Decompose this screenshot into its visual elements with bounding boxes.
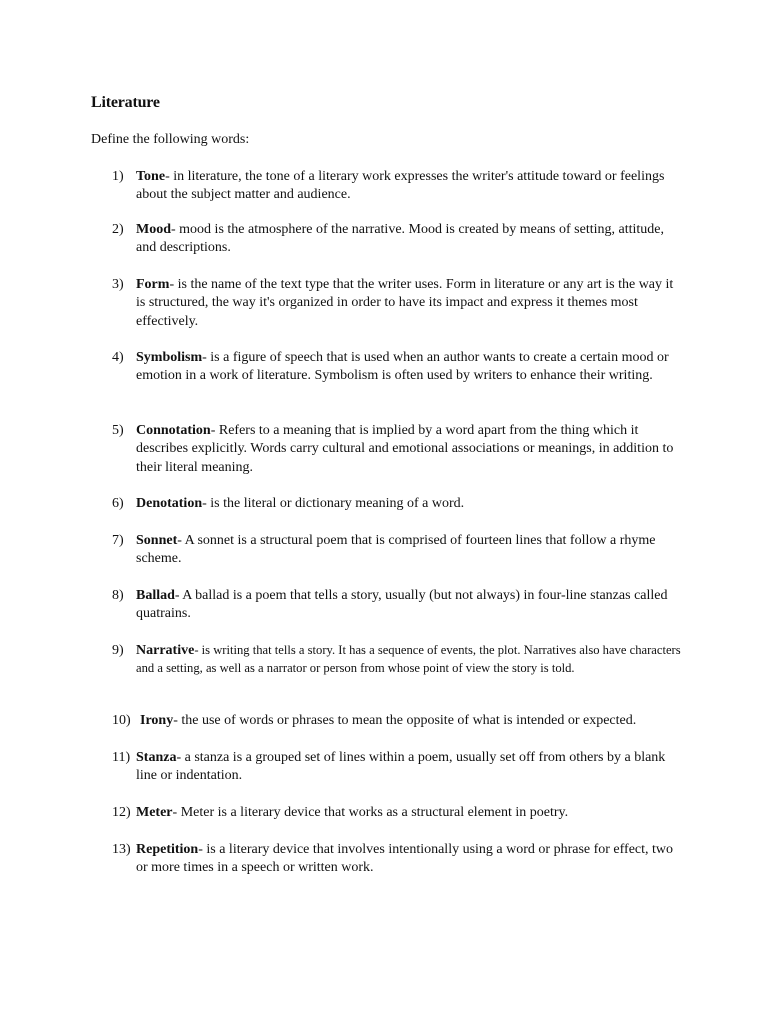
term-word: Connotation	[136, 423, 211, 438]
term-definition: - is the name of the text type that the writer uses. Form in literature or any art is the way it is structured, the way it's organized in order to have its impact and express it themes most effectively.	[136, 277, 674, 329]
term-word: Narrative	[136, 643, 195, 658]
item-number: 7)	[112, 533, 124, 548]
item-number: 13)	[112, 842, 131, 857]
item-number: 2)	[112, 222, 124, 237]
term-word: Symbolism	[136, 350, 203, 365]
term-word: Tone	[136, 169, 166, 184]
document-title: Literature	[91, 94, 160, 111]
term-definition: - A ballad is a poem that tells a story, usually (but not always) in four-line stanzas called quatrains.	[136, 588, 668, 622]
term-word: Stanza	[136, 750, 177, 765]
term-definition: - is a literary device that involves intentionally using a word or phrase for effect, two or more times in a speech or written work.	[136, 842, 674, 876]
instructions-text: Define the following words:	[91, 132, 250, 147]
item-number: 6)	[112, 496, 124, 511]
item-number: 11)	[112, 750, 131, 765]
term-definition: - mood is the atmosphere of the narrative. Mood is created by means of setting, attitude, and descriptions.	[136, 222, 664, 256]
term-definition: - is writing that tells a story. It has a sequence of events, the plot. Narratives also have characters and a setting, as well as a narrator or person from whose point of view the story is told.	[136, 643, 681, 675]
term-word: Irony	[140, 713, 174, 728]
term-word: Sonnet	[136, 533, 178, 548]
item-number: 4)	[112, 350, 124, 365]
term-definition: - a stanza is a grouped set of lines within a poem, usually set off from others by a blank line or indentation.	[136, 750, 666, 784]
term-word: Ballad	[136, 588, 175, 603]
item-number: 3)	[112, 277, 124, 292]
item-number: 8)	[112, 588, 124, 603]
term-word: Meter	[136, 805, 173, 820]
item-number: 5)	[112, 423, 124, 438]
item-number: 9)	[112, 643, 124, 658]
item-number: 1)	[112, 169, 124, 184]
term-definition: - the use of words or phrases to mean the opposite of what is intended or expected.	[173, 713, 637, 728]
term-definition: - is a figure of speech that is used when an author wants to create a certain mood or emotion in a work of literature. Symbolism is often used by writers to enhance their writing.	[136, 350, 669, 384]
term-definition: - is the literal or dictionary meaning of a word.	[202, 496, 465, 511]
term-definition: - Meter is a literary device that works as a structural element in poetry.	[172, 805, 569, 820]
term-definition: - Refers to a meaning that is implied by a word apart from the thing which it describes explicitly. Words carry cultural and emotional associations or meanings, in addition to their literal meaning.	[136, 423, 674, 475]
term-word: Mood	[136, 222, 171, 237]
term-definition: - A sonnet is a structural poem that is comprised of fourteen lines that follow a rhyme scheme.	[136, 533, 656, 567]
item-number: 10)	[112, 713, 131, 728]
term-word: Denotation	[136, 496, 203, 511]
term-word: Repetition	[136, 842, 199, 857]
item-number: 12)	[112, 805, 131, 820]
term-definition: - in literature, the tone of a literary work expresses the writer's attitude toward or feelings about the subject matter and audience.	[136, 169, 665, 203]
term-word: Form	[136, 277, 170, 292]
